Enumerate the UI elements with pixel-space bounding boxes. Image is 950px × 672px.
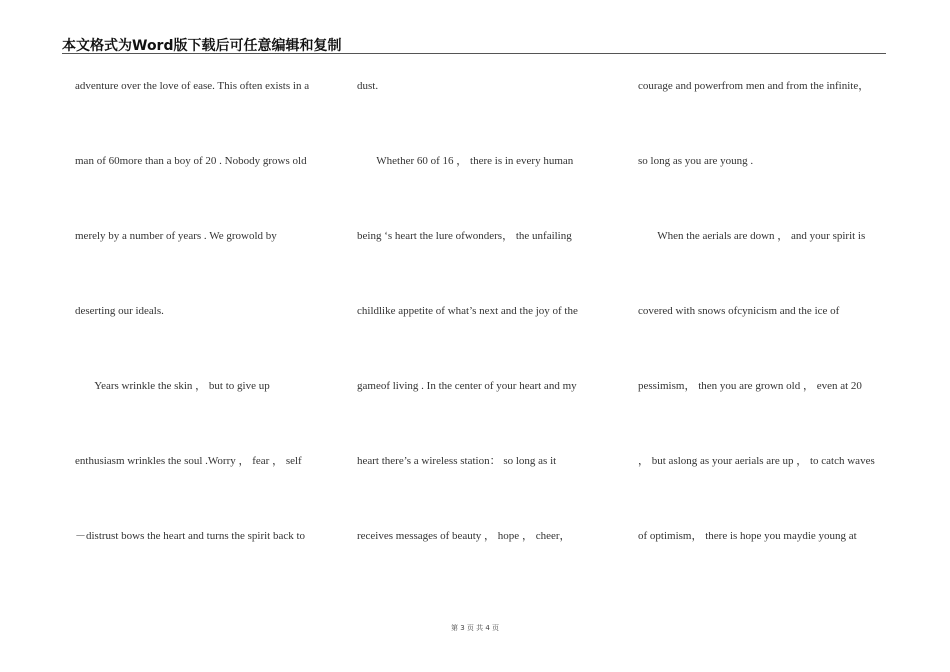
text-line: so long as you are young .	[638, 155, 754, 167]
text-line: man of 60more than a boy of 20 . Nobody grows old	[75, 155, 307, 167]
text-line: ， but aslong as your aerials are up ， to catch waves	[638, 455, 875, 467]
text-line: pessimism， then you are grown old ， even at 20	[638, 380, 862, 392]
text-line: dust.	[357, 80, 379, 92]
text-line: childlike appetite of what’s next and the joy of the	[357, 305, 578, 317]
text-line: being ‘s heart the lure ofwonders， the unfailing	[357, 230, 572, 242]
text-line: covered with snows ofcynicism and the ice of	[638, 305, 840, 317]
text-line: Years wrinkle the skin ， but to give up	[75, 380, 270, 392]
page-number: 第 3 页 共 4 页	[450, 624, 500, 632]
text-line: receives messages of beauty ， hope ， cheer，	[357, 530, 571, 542]
text-column-1	[75, 0, 345, 672]
text-line: courage and powerfrom men and from the infinite，	[638, 80, 870, 92]
text-line: deserting our ideals.	[75, 305, 164, 317]
text-line: of optimism， there is hope you maydie young at	[638, 530, 857, 542]
text-line: －distrust bows the heart and turns the spirit back to	[75, 530, 306, 542]
text-column-3	[638, 0, 893, 672]
text-line: enthusiasm wrinkles the soul .Worry ， fear ， self	[75, 455, 302, 467]
text-line: heart there’s a wireless station： so long as it	[357, 455, 557, 467]
text-line: Whether 60 of 16 ， there is in every human	[357, 155, 574, 167]
text-line: merely by a number of years . We growold by	[75, 230, 277, 242]
text-column-2	[357, 0, 627, 672]
text-line: adventure over the love of ease. This often exists in a	[75, 80, 310, 92]
header-title: 本文格式为Word版下载后可任意编辑和复制	[62, 38, 342, 54]
text-line: gameof living . In the center of your heart and my	[357, 380, 577, 392]
text-line: When the aerials are down ， and your spirit is	[638, 230, 866, 242]
